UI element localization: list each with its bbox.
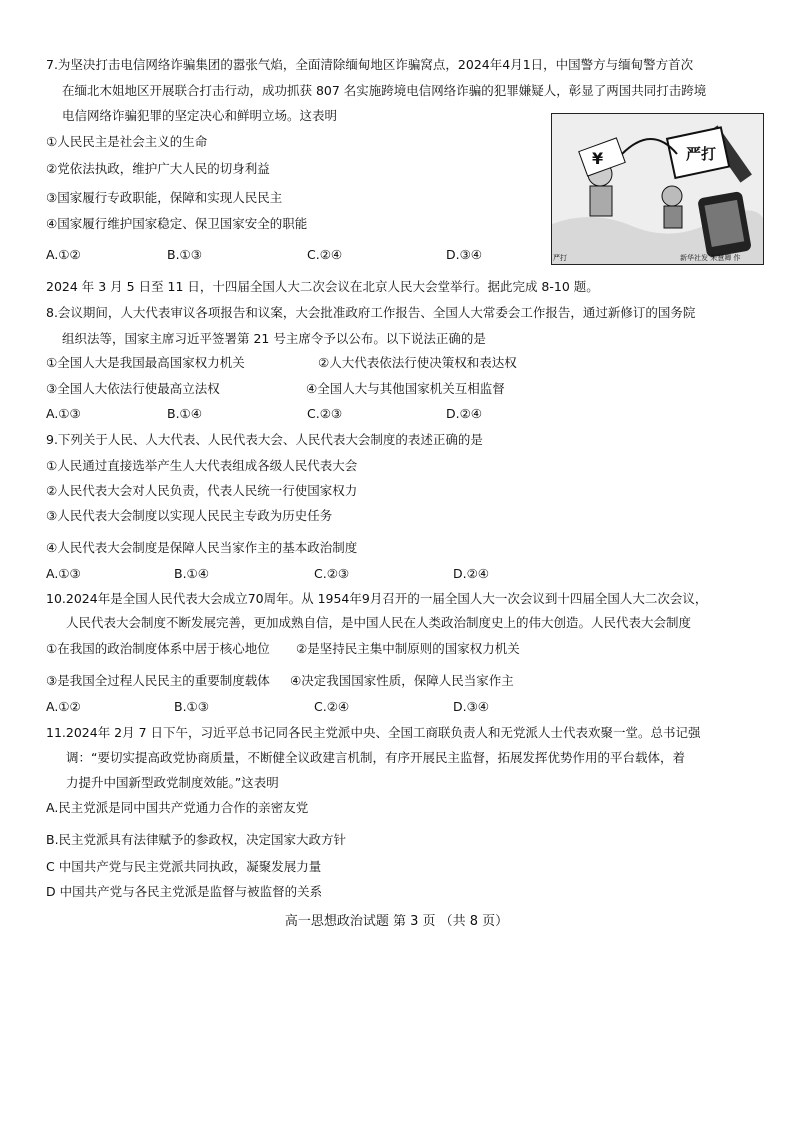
q9-item-4: ④人民代表大会制度是保障人民当家作主的基本政治制度 xyxy=(46,540,358,555)
q11-stem-line-1: 11.2024年 2月 7 日下午，习近平总书记同各民主党派中央、全国工商联负责人和无党派人士代表欢聚一堂。总书记强 xyxy=(46,725,701,740)
q8-item-1: ①全国人大是我国最高国家权力机关 xyxy=(46,355,245,370)
q9-item-2: ②人民代表大会对人民负责，代表人民统一行使国家权力 xyxy=(46,483,358,498)
q7-option-c[interactable]: C.②④ xyxy=(307,247,343,262)
q9-item-1: ①人民通过直接选举产生人大代表组成各级人民代表大会 xyxy=(46,458,358,473)
q8-item-2: ②人大代表依法行使决策权和表达权 xyxy=(318,355,517,370)
q8-option-d[interactable]: D.②④ xyxy=(446,406,483,421)
q11-option-b[interactable]: B.民主党派具有法律赋予的参政权，决定国家大政方针 xyxy=(46,832,347,847)
cartoon-credit: 新华社发 朱慧卿 作 xyxy=(680,254,741,262)
q11-stem-line-3: 力提升中国新型政党制度效能。”这表明 xyxy=(66,775,279,790)
q10-item-1: ①在我国的政治制度体系中居于核心地位 xyxy=(46,641,270,656)
q9-stem: 9.下列关于人民、人大代表、人民代表大会、人民代表大会制度的表述正确的是 xyxy=(46,432,483,447)
page-footer: 高一思想政治试题 第 3 页 （共 8 页） xyxy=(284,914,509,929)
q7-stem-line-1: 7.为坚决打击电信网络诈骗集团的嚣张气焰，全面清除缅甸地区诈骗窝点，2024年4月1日，中国警方与缅甸警方首次 xyxy=(46,57,694,72)
q9-option-c[interactable]: C.②③ xyxy=(314,566,350,581)
q8-stem-line-2: 组织法等，国家主席习近平签署第 21 号主席令予以公布。以下说法正确的是 xyxy=(62,331,486,346)
q7-stem-line-2: 在缅北木姐地区开展联合打击行动，成功抓获 807 名实施跨境电信网络诈骗的犯罪嫌疑人，彰显了两国共同打击跨境 xyxy=(62,83,707,98)
q9-option-a[interactable]: A.①③ xyxy=(46,566,81,581)
cartoon-drawing xyxy=(552,114,763,264)
q9-option-d[interactable]: D.②④ xyxy=(453,566,490,581)
q7-item-1: ①人民民主是社会主义的生命 xyxy=(46,134,208,149)
q7-option-d[interactable]: D.③④ xyxy=(446,247,483,262)
q11-option-d[interactable]: D 中国共产党与各民主党派是监督与被监督的关系 xyxy=(46,884,323,899)
cartoon-sign-text: 严打 xyxy=(686,145,717,163)
q7-item-2: ②党依法执政，维护广大人民的切身利益 xyxy=(46,161,270,176)
intro-8-10: 2024 年 3 月 5 日至 11 日，十四届全国人大二次会议在北京人民大会堂举行。据此完成 8-10 题。 xyxy=(46,279,599,294)
q10-item-4: ④决定我国国家性质，保障人民当家作主 xyxy=(290,673,514,688)
q11-stem-line-2: 调：“要切实提高政党协商质量，不断健全议政建言机制，有序开展民主监督，拓展发挥优势作用的平台载体，着 xyxy=(66,750,685,765)
q10-option-b[interactable]: B.①③ xyxy=(174,699,209,714)
q10-stem-line-2: 人民代表大会制度不断发展完善，更加成熟自信，是中国人民在人类政治制度史上的伟大创造。人民代表大会制度 xyxy=(66,615,692,630)
q8-stem-line-1: 8.会议期间，人大代表审议各项报告和议案，大会批准政府工作报告、全国人大常委会工作报告，通过新修订的国务院 xyxy=(46,305,696,320)
q10-option-d[interactable]: D.③④ xyxy=(453,699,490,714)
q10-item-2: ②是坚持民主集中制原则的国家权力机关 xyxy=(296,641,520,656)
q11-option-a[interactable]: A.民主党派是同中国共产党通力合作的亲密友党 xyxy=(46,800,309,815)
q7-option-a[interactable]: A.①② xyxy=(46,247,81,262)
q9-item-3: ③人民代表大会制度以实现人民民主专政为历史任务 xyxy=(46,508,333,523)
q8-option-a[interactable]: A.①③ xyxy=(46,406,81,421)
q7-option-b[interactable]: B.①③ xyxy=(167,247,202,262)
q10-item-3: ③是我国全过程人民民主的重要制度载体 xyxy=(46,673,270,688)
q7-stem-line-3: 电信网络诈骗犯罪的坚定决心和鲜明立场。这表明 xyxy=(62,108,338,123)
q10-stem-line-1: 10.2024年是全国人民代表大会成立70周年。从 1954年9月召开的一届全国人大一次会议到十四届全国人大二次会议， xyxy=(46,591,708,606)
cartoon-caption-left: 严打 xyxy=(553,254,567,262)
q9-option-b[interactable]: B.①④ xyxy=(174,566,209,581)
q7-item-3: ③国家履行专政职能，保障和实现人民民主 xyxy=(46,190,283,205)
q8-option-b[interactable]: B.①④ xyxy=(167,406,202,421)
q7-item-4: ④国家履行维护国家稳定、保卫国家安全的职能 xyxy=(46,216,308,231)
q8-item-3: ③全国人大依法行使最高立法权 xyxy=(46,381,220,396)
anti-fraud-cartoon xyxy=(551,113,764,265)
q8-option-c[interactable]: C.②③ xyxy=(307,406,343,421)
svg-text:¥: ¥ xyxy=(592,149,604,168)
q10-option-c[interactable]: C.②④ xyxy=(314,699,350,714)
q11-option-c[interactable]: C 中国共产党与民主党派共同执政，凝聚发展力量 xyxy=(46,859,322,874)
q10-option-a[interactable]: A.①② xyxy=(46,699,81,714)
q8-item-4: ④全国人大与其他国家机关互相监督 xyxy=(306,381,505,396)
